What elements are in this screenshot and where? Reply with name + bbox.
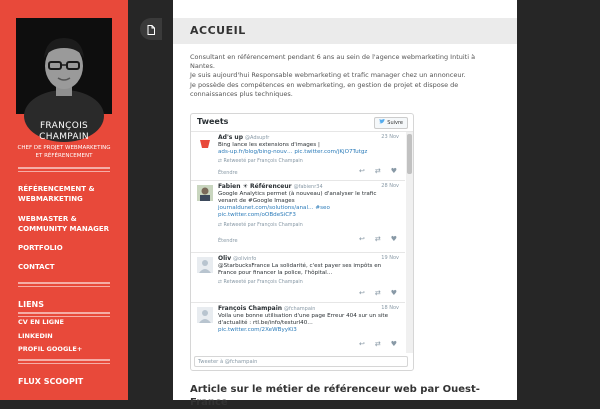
tweet-author-name: Ad's up [218, 134, 244, 141]
nav-label: COMMUNITY MANAGER [18, 225, 110, 233]
widget-header [191, 114, 413, 132]
retweet-info [218, 223, 303, 228]
tweet-actions [359, 167, 397, 175]
tweet-handle: @fchampain [284, 306, 316, 312]
nav-item-webmaster[interactable] [18, 214, 118, 234]
nav-item-contact[interactable] [18, 262, 118, 272]
retweet-info [218, 159, 303, 164]
favorite-icon[interactable]: ♥ [390, 235, 397, 243]
tweet-line: France pour financer la police, l'hôpital… [218, 270, 333, 276]
intro-line: Je possède des compétences en webmarketing, en gestion de projet et dispose de [190, 80, 459, 89]
tweet-actions [359, 340, 397, 348]
document-icon [147, 20, 155, 39]
tweet-handle: @Adsupfr [245, 135, 270, 141]
tweet-item [191, 132, 405, 181]
divider [18, 282, 110, 287]
tweet-date[interactable]: 28 Nov [381, 183, 399, 189]
tweet-text [218, 142, 400, 156]
favorite-icon[interactable]: ♥ [390, 167, 397, 175]
tweet-handle: @fabienr34 [293, 184, 323, 190]
link-google-plus[interactable]: PROFIL GOOGLE+ [18, 345, 83, 353]
retweet-info [218, 280, 303, 285]
intro-text [190, 53, 510, 99]
tweet-item [191, 253, 405, 303]
retweet-action-icon[interactable]: ⇄ [374, 340, 381, 348]
tweet-link[interactable]: ads-up.fr/blog/bing-nouv… pic.twitter.com/jKjO7Tutgz [218, 149, 368, 155]
link-linkedin[interactable]: LINKEDIN [18, 332, 53, 340]
subtitle-line: ET RÉFÉRENCEMENT [35, 152, 93, 159]
tweet-item [191, 181, 405, 253]
avatar [16, 18, 112, 114]
tweet-author[interactable] [218, 255, 256, 262]
tweet-handle: @olivinfo [233, 256, 257, 262]
tweet-line: Voila une bonne utilisation d'une page Erreur 404 sur un site [218, 313, 389, 319]
tweet-list [191, 132, 405, 353]
retweet-icon: ⇄ [218, 223, 224, 228]
tweet-link[interactable]: pic.twitter.com/oOBdeSiCF3 [218, 212, 296, 218]
reply-icon[interactable]: ↩ [358, 235, 365, 243]
follow-button[interactable] [374, 117, 408, 129]
tweet-link[interactable]: journaldunet.com/solutions/anal… #seo [218, 205, 330, 211]
tweet-link[interactable]: pic.twitter.com/2XeWByyKi3 [218, 327, 297, 333]
author-last-name: CHAMPAIN [39, 132, 89, 142]
retweet-icon: ⇄ [218, 159, 224, 164]
tweet-avatar[interactable] [197, 307, 213, 323]
tweet-author[interactable] [218, 134, 269, 141]
tweet-text [218, 313, 400, 334]
subtitle-line: CHEF DE PROJET WEBMARKETING [17, 145, 111, 151]
nav-label: WEBMARKETING [18, 195, 83, 203]
nav-label: RÉFÉRENCEMENT & [18, 185, 95, 193]
favorite-icon[interactable]: ♥ [390, 340, 397, 348]
nav-item-referencement[interactable] [18, 184, 118, 204]
nav-item-portfolio[interactable] [18, 243, 118, 253]
tweet-text [218, 191, 400, 219]
scrollbar-thumb[interactable] [407, 134, 412, 174]
follow-label: Suivre [387, 120, 403, 126]
tweet-line: Google Analytics permet (à nouveau) d'analyser le trafic [218, 191, 377, 197]
tweet-actions [359, 289, 397, 297]
expand-link[interactable]: Étendre [218, 170, 238, 176]
sidebar [0, 0, 128, 400]
reply-icon[interactable]: ↩ [358, 167, 365, 175]
tweet-avatar[interactable] [197, 136, 213, 152]
retweet-label: Retweeté par François Champain [223, 223, 303, 228]
tweet-date[interactable]: 23 Nov [381, 134, 399, 140]
tweet-author[interactable] [218, 183, 323, 190]
tweet-item [191, 303, 405, 355]
nav-label: CONTACT [18, 263, 55, 271]
tweet-text [218, 263, 400, 277]
article-title[interactable]: Article sur le métier de référenceur web par Ouest-France [190, 384, 480, 408]
tweets-widget [190, 113, 414, 371]
tweet-scrollbar[interactable] [406, 132, 413, 353]
main-content [173, 0, 517, 408]
divider [18, 312, 110, 317]
tweet-author-name: Fabien ☀ Référenceur [218, 183, 292, 190]
tweet-avatar[interactable] [197, 185, 213, 201]
divider [18, 167, 110, 172]
retweet-label: Retweeté par François Champain [223, 280, 303, 285]
reply-icon[interactable]: ↩ [358, 340, 365, 348]
nav-label: WEBMASTER & [18, 215, 77, 223]
expand-link[interactable]: Étendre [218, 238, 238, 244]
author-subtitle [0, 145, 128, 160]
tweet-author[interactable] [218, 305, 315, 312]
divider [18, 359, 110, 364]
nav-label: PORTFOLIO [18, 244, 63, 252]
retweet-action-icon[interactable]: ⇄ [374, 289, 381, 297]
tweet-author-name: François Champain [218, 305, 283, 312]
tweet-compose-input[interactable]: Tweeter à @fchampain [194, 356, 408, 367]
tweet-actions [359, 235, 397, 243]
retweet-icon: ⇄ [218, 280, 224, 285]
retweet-action-icon[interactable]: ⇄ [374, 167, 381, 175]
link-cv[interactable]: CV EN LIGNE [18, 318, 64, 326]
tweet-avatar[interactable] [197, 257, 213, 273]
retweet-label: Retweeté par François Champain [223, 159, 303, 164]
intro-line: Nantes. [190, 62, 215, 71]
tweet-line: Bing lance les extensions d'images | [218, 142, 320, 148]
page-header [173, 18, 517, 44]
tweet-line: @StarbucksFrance La solidarité, c'est payer ses impôts en [218, 263, 382, 269]
page-title: ACCUEIL [190, 24, 246, 37]
tweet-date[interactable]: 18 Nov [381, 305, 399, 311]
reply-icon[interactable]: ↩ [358, 289, 365, 297]
links-section-title: LIENS [18, 300, 44, 309]
tweet-author-name: Oliv [218, 255, 232, 262]
author-first-name: FRANÇOIS [39, 121, 89, 131]
tweet-line: venant de #Google Images [218, 198, 295, 204]
tweet-line: d'actualité : rtl.be/info/testurl40… [218, 320, 313, 326]
page-tab-button[interactable] [140, 18, 162, 40]
intro-line: Consultant en référencement pendant 6 ans au sein de l'agence webmarketing Intuiti à [190, 53, 476, 61]
favorite-icon[interactable]: ♥ [390, 289, 397, 297]
widget-title: Tweets [197, 117, 229, 126]
flux-section-title: FLUX SCOOPIT [18, 377, 84, 386]
tweet-date[interactable]: 19 Nov [381, 255, 399, 261]
intro-line: Je suis aujourd'hui Responsable webmarketing et trafic manager chez un annonceur. [190, 71, 466, 80]
twitter-bird-icon [379, 118, 385, 128]
intro-line: connaissances plus techniques. [190, 89, 293, 98]
retweet-action-icon[interactable]: ⇄ [374, 235, 381, 243]
